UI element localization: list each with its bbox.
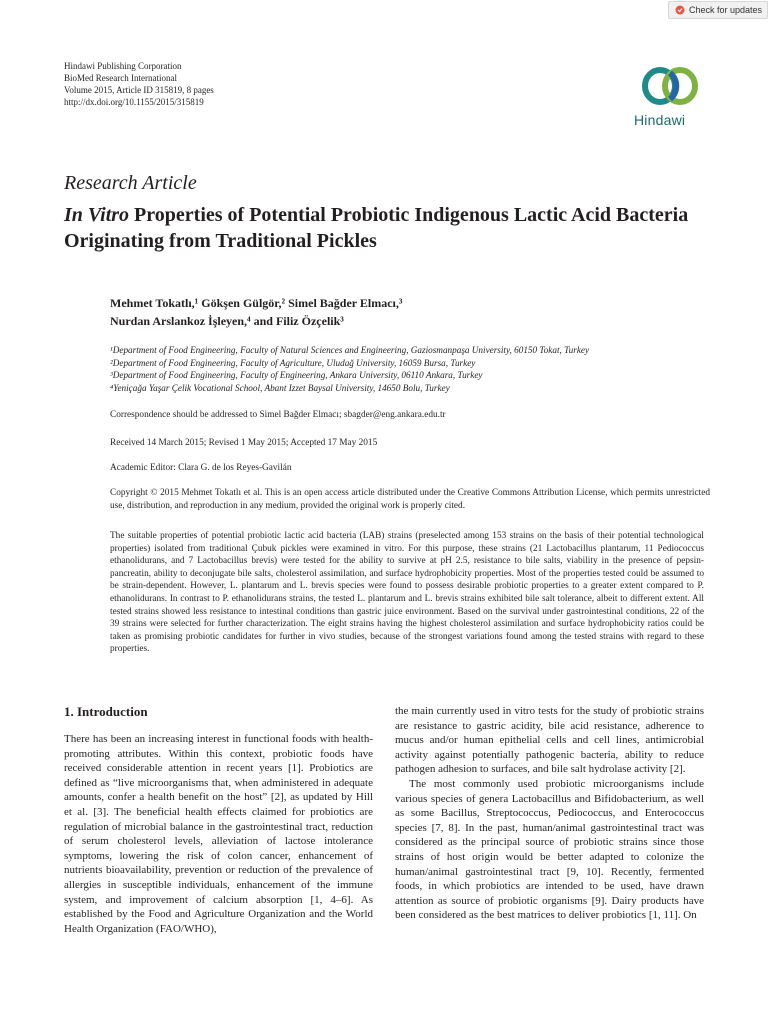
article-type: Research Article <box>64 172 197 194</box>
crossmark-icon <box>675 5 685 15</box>
publisher-line: Hindawi Publishing Corporation <box>64 61 182 71</box>
paragraph: There has been an increasing interest in functional foods with health-promoting attributes. Within this context, probiotic foods have received considerable attention in recent years [1]. Probiotics are defined as “live microorganisms that, when administered in adequate amounts, confer a health benefit on the host” [2], as updated by Hill et al. [3]. The beneficial health effects claimed for probiotics are regulation of microbial balance in the gastrointestinal tract, reduction of serum cholesterol levels, alleviation of lactose intolerance symptoms, lowering the risk of colon cancer, enhancement of nutrients bioavailability, prevention or reduction of the prevalence of allergies in susceptible individuals, enhancement of the immune system, and improvement of calcium absorption [1, 4–6]. As established by the Food and Agriculture Organization and the World Health Organization (FAO/WHO), <box>64 733 373 935</box>
paragraph: The most commonly used probiotic microorganisms include various species of genera Lactobacillus and Bifidobacterium, as well as some Bacillus, Streptococcus, Pediococcus, and Enterococcus species [7, 8]. In the past, human/animal gastrointestinal tract was considered as the principal source of probiotic strains since those strains of host origin would be better adapted to colonize the human/animal gastrointestinal tract [9, 10]. Recently, fermented foods, in which probiotics are intended to be used, have drawn attention as source of probiotic organisms [9]. Dairy products have been considered as the best matrices to deliver probiotics [1, 11]. On <box>395 777 704 922</box>
academic-editor: Academic Editor: Clara G. de los Reyes-Gavilán <box>110 463 292 473</box>
correspondence: Correspondence should be addressed to Simel Bağder Elmacı; sbagder@eng.ankara.edu.tr <box>110 410 446 420</box>
publisher-info <box>64 60 214 108</box>
article-title <box>64 202 704 254</box>
affiliation-1: ¹Department of Food Engineering, Faculty of Natural Sciences and Engineering, Gaziosmanpaşa University, 60150 Tokat, Turkey <box>110 345 590 355</box>
abstract: The suitable properties of potential probiotic lactic acid bacteria (LAB) strains (preselected among 153 strains on the basis of their potential technological properties) isolated from traditional Çubuk pickles were examined in vitro. For this purpose, these strains (21 Lactobacillus plantarum, 11 Pediococcus ethanolidurans, and 7 Lactobacillus brevis) were tested for the ability to survive at pH 2.5, resistance to bile salts, viability in the presence of pepsin-pancreatin, ability to deconjugate bile salts, cholesterol assimilation, and surface hydrophobicity properties. Most of the properties tested could be assumed to be strain-dependent. However, L. plantarum and L. brevis species were found to possess desirable probiotic properties to a greater extent compared to P. ethanolidurans. In contrast to P. ethanolidurans strains, the tested L. plantarum and L. brevis strains exhibited bile salt tolerance, albeit to different extent. All tested strains showed less resistance to intestinal conditions than gastric juice environment. Based on the survival under gastrointestinal conditions, 22 of the 39 strains were selected for further characterization. The eight strains having the highest cholesterol assimilation and surface hydrophobicity ratios could be taken as promising probiotic candidates for further in vivo studies, because of the strongest variations found among the tested strains with regard to these properties. <box>110 531 704 655</box>
volume-line: Volume 2015, Article ID 315819, 8 pages <box>64 85 214 95</box>
title-italic-part: In Vitro <box>64 204 130 226</box>
check-for-updates-button[interactable] <box>668 1 768 19</box>
author-line-1: Mehmet Tokatlı,¹ Gökşen Gülgör,² Simel Bağder Elmacı,³ <box>110 296 403 310</box>
title-rest: Properties of Potential Probiotic Indigenous Lactic Acid Bacteria Originating from Traditional Pickles <box>64 204 689 252</box>
dates: Received 14 March 2015; Revised 1 May 2015; Accepted 17 May 2015 <box>110 438 378 448</box>
right-column <box>395 704 704 923</box>
affiliations <box>110 344 589 394</box>
affiliation-3: ³Department of Food Engineering, Faculty of Engineering, Ankara University, 06110 Ankara, Turkey <box>110 370 483 380</box>
hindawi-logo-text: Hindawi <box>634 112 686 128</box>
affiliation-2: ²Department of Food Engineering, Faculty of Agriculture, Uludağ University, 16059 Bursa, Turkey <box>110 357 476 368</box>
section-heading: 1. Introduction <box>64 704 148 719</box>
paragraph: the main currently used in vitro tests for the study of probiotic strains are resistance to gastric acidity, bile acid resistance, adherence to mucus and/or human epithelial cells and cell lines, antimicrobial activity against potentially pathogenic bacteria, ability to reduce pathogen adhesion to surfaces, and bile salt hydrolase activity [2]. <box>395 705 704 776</box>
author-list <box>110 294 402 330</box>
affiliation-4: ⁴Yeniçağa Yaşar Çelik Vocational School, Abant Izzet Baysal University, 14650 Bolu, Turkey <box>110 382 450 393</box>
doi-link[interactable]: http://dx.doi.org/10.1155/2015/315819 <box>64 97 204 107</box>
copyright-license: Copyright © 2015 Mehmet Tokatlı et al. This is an open access article distributed under the Creative Commons Attribution License, which permits unrestricted use, distribution, and reproduction in any medium, provided the original work is properly cited. <box>110 488 710 511</box>
journal-line: BioMed Research International <box>64 73 177 83</box>
check-for-updates-label: Check for updates <box>689 5 763 15</box>
author-line-2: Nurdan Arslankoz İşleyen,⁴ and Filiz Özçelik³ <box>110 314 344 328</box>
left-column <box>64 732 373 936</box>
